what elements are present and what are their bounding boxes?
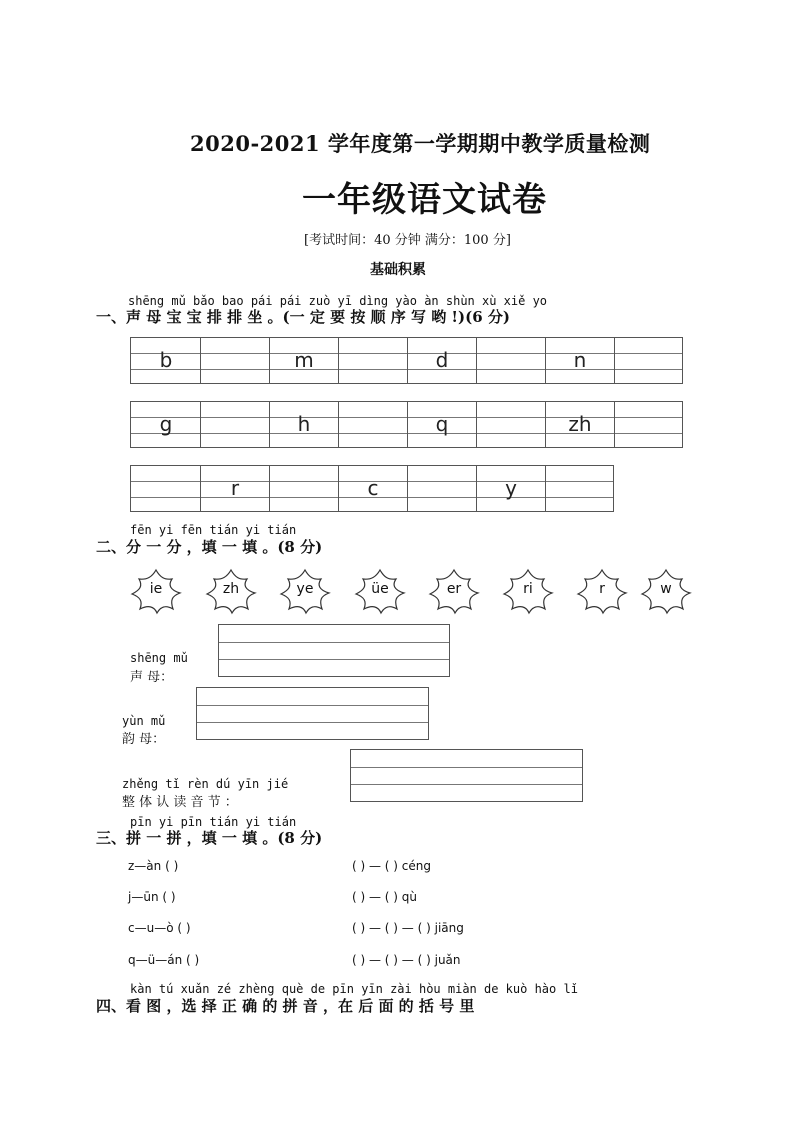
q2-text: 二、分 一 分 ，填 一 填 。(8 分) <box>96 538 323 556</box>
star-label: ri <box>523 581 533 597</box>
grid-letter: zh <box>568 412 592 436</box>
grid-letter: g <box>159 412 173 436</box>
grid-letter: d <box>435 348 449 372</box>
q1-grid-row-3 <box>130 465 614 512</box>
q2-consonant-label: 声 母： <box>130 670 174 685</box>
q3-exercise-right: ( ) — ( ) céng <box>352 859 432 873</box>
q4-text: 四、看 图 ，选 择 正 确 的 拼 音 ，在 后 面 的 括 号 里 <box>96 997 475 1015</box>
q1-text: 一、声 母 宝 宝 排 排 坐 。(一 定 要 按 顺 序 写 哟 !)(6 分) <box>96 308 510 326</box>
q2-syllable-pinyin: zhěng tǐ rèn dú yīn jié <box>122 777 289 791</box>
star-card <box>497 567 559 615</box>
grid-letter: h <box>297 412 311 436</box>
q3-exercise-left: z—àn ( ) <box>128 859 179 873</box>
section-heading: 基础积累 <box>370 262 426 278</box>
q3-exercise-right: ( ) — ( ) — ( ) jiāng <box>352 921 464 935</box>
q1-grid-row-1 <box>130 337 683 384</box>
star-card <box>125 567 187 615</box>
grid-letter: b <box>159 348 173 372</box>
q3-exercise-left: q—ü—án ( ) <box>128 953 200 967</box>
star-label: er <box>446 581 462 597</box>
q1-pinyin: shēng mǔ bǎo bao pái pái zuò yī dìng yào àn shùn xù xiě yo <box>128 294 548 308</box>
grid-letter: y <box>505 476 517 500</box>
q3-pinyin: pīn yi pīn tián yi tián <box>130 815 297 829</box>
grid-letter: m <box>294 348 314 372</box>
q3-text: 三、拼 一 拼 ，填 一 填 。(8 分) <box>96 829 323 847</box>
exam-title-line2: 一年级语文试卷 <box>302 180 547 220</box>
q3-exercise-right: ( ) — ( ) qù <box>352 890 418 904</box>
q2-consonant-answer-lines[interactable] <box>218 624 450 677</box>
q2-syllable-answer-lines[interactable] <box>350 749 583 802</box>
grid-letter: r <box>230 476 240 500</box>
exam-info: [考试时间：40 分钟 满分：100 分] <box>304 233 511 248</box>
q2-consonant-pinyin: shēng mǔ <box>130 651 188 665</box>
exam-title-line1: 2020-2021 学年度第一学期期中教学质量检测 <box>190 131 651 156</box>
star-label: w <box>660 581 672 597</box>
q2-vowel-label: 韵 母： <box>122 732 166 747</box>
star-label: üe <box>371 581 389 597</box>
star-card <box>349 567 411 615</box>
q3-exercise-left: c—u—ò ( ) <box>128 921 191 935</box>
star-label: zh <box>222 581 240 597</box>
star-label: ie <box>149 581 163 597</box>
q1-grid-row-2 <box>130 401 683 448</box>
q2-vowel-pinyin: yùn mǔ <box>122 714 166 728</box>
star-label: ye <box>296 581 314 597</box>
grid-letter: q <box>435 412 449 436</box>
grid-letter: n <box>573 348 587 372</box>
star-card <box>635 567 697 615</box>
q2-pinyin: fēn yi fēn tián yi tián <box>130 523 297 537</box>
q2-syllable-label: 整 体 认 读 音 节 ： <box>122 795 238 810</box>
q4-pinyin: kàn tú xuǎn zé zhèng què de pīn yīn zài hòu miàn de kuò hào lǐ <box>130 982 578 996</box>
star-card <box>274 567 336 615</box>
q3-exercise-right: ( ) — ( ) — ( ) juǎn <box>352 953 461 967</box>
star-card <box>200 567 262 615</box>
star-label: r <box>599 581 605 597</box>
q2-vowel-answer-lines[interactable] <box>196 687 429 740</box>
star-card <box>571 567 633 615</box>
q3-exercise-left: j—ūn ( ) <box>128 890 176 904</box>
grid-letter: c <box>367 476 379 500</box>
star-card <box>423 567 485 615</box>
